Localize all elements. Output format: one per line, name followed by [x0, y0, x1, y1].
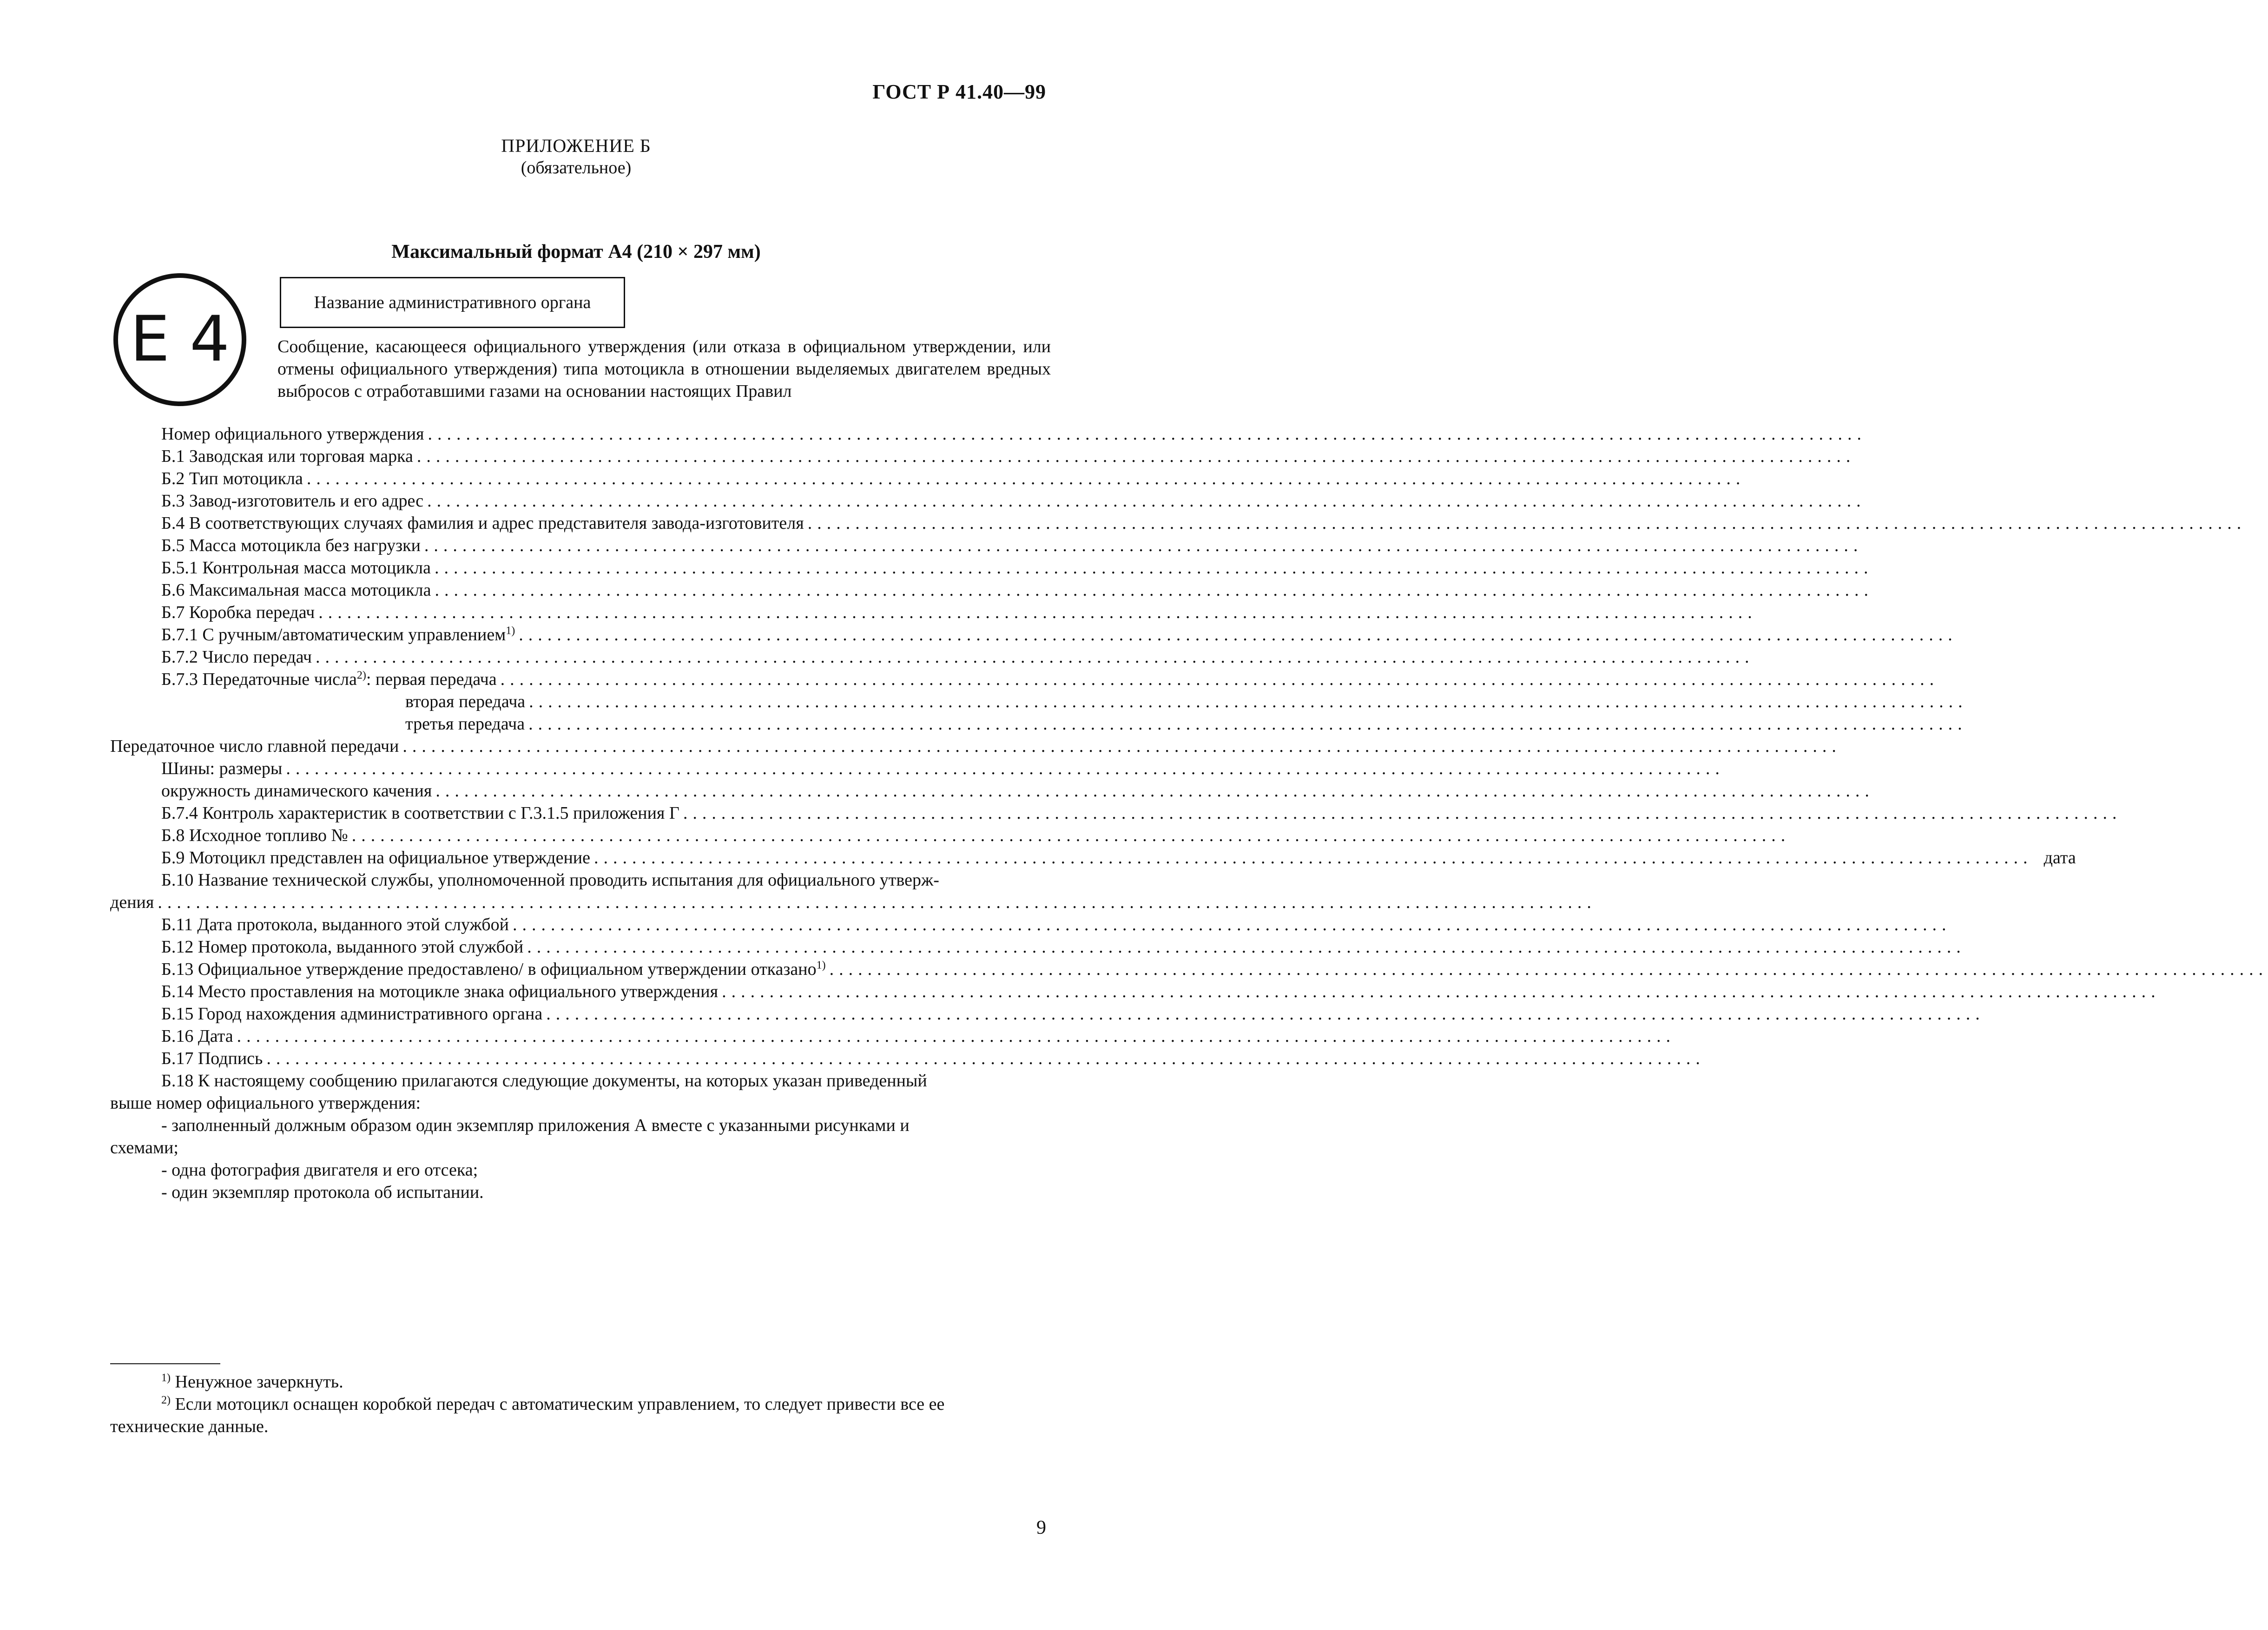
- footnote: $^{2)}$ Если мотоцикл оснащен коробкой передач с автоматическим управлением, то следует привести все ее: [161, 1394, 945, 1414]
- leader-dots: .......................................................................................................................................................: [402, 736, 1841, 756]
- form-item: дения .......................................................................................................................................................: [110, 893, 1596, 912]
- form-item: Б.8 Исходное топливо № .......................................................................................................................................................: [161, 826, 1791, 845]
- standard-code: ГОСТ Р 41.40—99: [872, 80, 1046, 103]
- leader-dots: .......................................................................................................................................................: [416, 447, 1856, 466]
- form-item: Б.7.4 Контроль характеристик в соответствии с Г.3.1.5 приложения Г .......................................................................................................................................................: [161, 803, 2122, 823]
- leader-dots: .......................................................................................................................................................: [829, 960, 2268, 979]
- leader-dots: .......................................................................................................................................................: [527, 937, 1966, 957]
- attachments-intro: Б.18 К настоящему сообщению прилагаются следующие документы, на которых указан приведенный: [161, 1071, 927, 1091]
- form-item: Б.15 Город нахождения административного органа .......................................................................................................................................................: [161, 1004, 1985, 1024]
- format-title: Максимальный формат А4 (210 × 297 мм): [391, 241, 761, 263]
- annex-subtitle: (обязательное): [521, 158, 632, 177]
- leader-dots: .......................................................................................................................................................: [434, 558, 1873, 578]
- form-item: Передаточное число главной передачи .......................................................................................................................................................: [110, 736, 1841, 756]
- attachment-item: - один экземпляр протокола об испытании.: [161, 1183, 484, 1202]
- leader-dots: .......................................................................................................................................................: [435, 781, 1874, 801]
- attachment-item-continued: схемами;: [110, 1138, 178, 1157]
- communication-text: Сообщение, касающееся официального утверждения (или отказа в официальном утверждении, или отмены официального утверждения) типа мотоцикла в отношении выделяемых двигателем вредных выбросов с отработавшими газами на основании настоящих Правил: [277, 337, 1051, 401]
- leader-dots: .......................................................................................................................................................: [529, 692, 1968, 711]
- form-item: Б.12 Номер протокола, выданного этой службой .......................................................................................................................................................: [161, 937, 1966, 957]
- form-item: Б.4 В соответствующих случаях фамилия и адрес представителя завода-изготовителя .......................................................................................................................................................: [161, 513, 2247, 533]
- leader-dots: .......................................................................................................................................................: [500, 670, 1939, 689]
- form-item: Б.9 Мотоцикл представлен на официальное утверждение ....................................................................................................................................................... дата: [161, 848, 2076, 868]
- authority-name-label: Название административного органа: [314, 293, 591, 312]
- leader-dots: .......................................................................................................................................................: [306, 469, 1746, 488]
- form-item: Б.5 Масса мотоцикла без нагрузки .......................................................................................................................................................: [161, 536, 1863, 555]
- leader-dots: .......................................................................................................................................................: [318, 603, 1757, 622]
- leader-dots: .......................................................................................................................................................: [237, 1026, 1676, 1046]
- form-item: окружность динамического качения .......................................................................................................................................................: [161, 781, 1874, 801]
- leader-dots: .......................................................................................................................................................: [683, 803, 2122, 823]
- leader-dots: .......................................................................................................................................................: [435, 580, 1873, 600]
- leader-dots: .......................................................................................................................................................: [316, 647, 1754, 667]
- leader-dots: .......................................................................................................................................................: [512, 915, 1952, 934]
- authority-name-box: [280, 277, 625, 328]
- form-item: Б.14 Место проставления на мотоцикле знака официального утверждения .......................................................................................................................................................: [161, 982, 2161, 1001]
- leader-dots: .......................................................................................................................................................: [266, 1049, 1705, 1068]
- form-item: Б.5.1 Контрольная масса мотоцикла .......................................................................................................................................................: [161, 558, 1873, 578]
- footnote-separator: [110, 1363, 220, 1364]
- attachment-item: - одна фотография двигателя и его отсека;: [161, 1160, 478, 1180]
- leader-dots: .......................................................................................................................................................: [427, 491, 1866, 511]
- leader-dots: .......................................................................................................................................................: [519, 625, 1958, 644]
- page-number: 9: [1036, 1517, 1046, 1538]
- leader-dots: .......................................................................................................................................................: [351, 826, 1791, 845]
- form-item: Б.13 Официальное утверждение предоставлено/ в официальном утверждении отказано$^{1)}$ .......................................................................................................................................................: [161, 959, 2268, 979]
- approval-mark-text: E 4: [130, 302, 230, 375]
- form-item: Номер официального утверждения .......................................................................................................................................................: [161, 424, 1867, 444]
- form-item: Б.2 Тип мотоцикла .......................................................................................................................................................: [161, 469, 1746, 488]
- leader-dots: .......................................................................................................................................................: [158, 893, 1596, 912]
- leader-dots: .......................................................................................................................................................: [428, 424, 1867, 444]
- approval-mark-icon: [112, 272, 247, 407]
- form-item: Шины: размеры .......................................................................................................................................................: [161, 759, 1725, 778]
- leader-dots: .......................................................................................................................................................: [528, 714, 1967, 734]
- form-item: Б.17 Подпись .......................................................................................................................................................: [161, 1049, 1705, 1068]
- attachments-intro-continued: выше номер официального утверждения:: [110, 1093, 421, 1113]
- leader-dots: .......................................................................................................................................................: [424, 536, 1863, 555]
- form-item: Б.7.1 С ручным/автоматическим управлением$^{1)}$ .......................................................................................................................................................: [161, 624, 1958, 644]
- leader-dots: .......................................................................................................................................................: [722, 982, 2161, 1001]
- form-item: Б.7 Коробка передач .......................................................................................................................................................: [161, 603, 1757, 622]
- form-item: Б.16 Дата .......................................................................................................................................................: [161, 1026, 1676, 1046]
- form-item: Б.6 Максимальная масса мотоцикла .......................................................................................................................................................: [161, 580, 1873, 600]
- annex-heading: [0, 135, 1152, 178]
- form-item: Б.7.3 Передаточные числа$^{2)}$: первая передача .......................................................................................................................................................: [161, 669, 1939, 689]
- form-item: Б.7.2 Число передач .......................................................................................................................................................: [161, 647, 1754, 667]
- form-item: Б.3 Завод-изготовитель и его адрес .......................................................................................................................................................: [161, 491, 1866, 511]
- form-item: Б.11 Дата протокола, выданного этой службой .......................................................................................................................................................: [161, 915, 1952, 934]
- leader-dots: .......................................................................................................................................................: [593, 848, 2033, 868]
- attachment-item: - заполненный должным образом один экземпляр приложения А вместе с указанными рисунками и: [161, 1116, 910, 1135]
- form-item: Б.10 Название технической службы, уполномоченной проводить испытания для официального утверж-: [161, 870, 939, 890]
- footnote-continued: технические данные.: [110, 1417, 269, 1436]
- form-item: вторая передача .......................................................................................................................................................: [405, 692, 1968, 711]
- leader-dots: .......................................................................................................................................................: [807, 513, 2247, 533]
- leader-dots: .......................................................................................................................................................: [546, 1004, 1985, 1024]
- leader-dots: .......................................................................................................................................................: [286, 759, 1725, 778]
- form-item: третья передача .......................................................................................................................................................: [405, 714, 1967, 734]
- form-item: Б.1 Заводская или торговая марка .......................................................................................................................................................: [161, 447, 1856, 466]
- annex-title: ПРИЛОЖЕНИЕ Б: [501, 135, 651, 156]
- footnote: $^{1)}$ Ненужное зачеркнуть.: [161, 1372, 343, 1392]
